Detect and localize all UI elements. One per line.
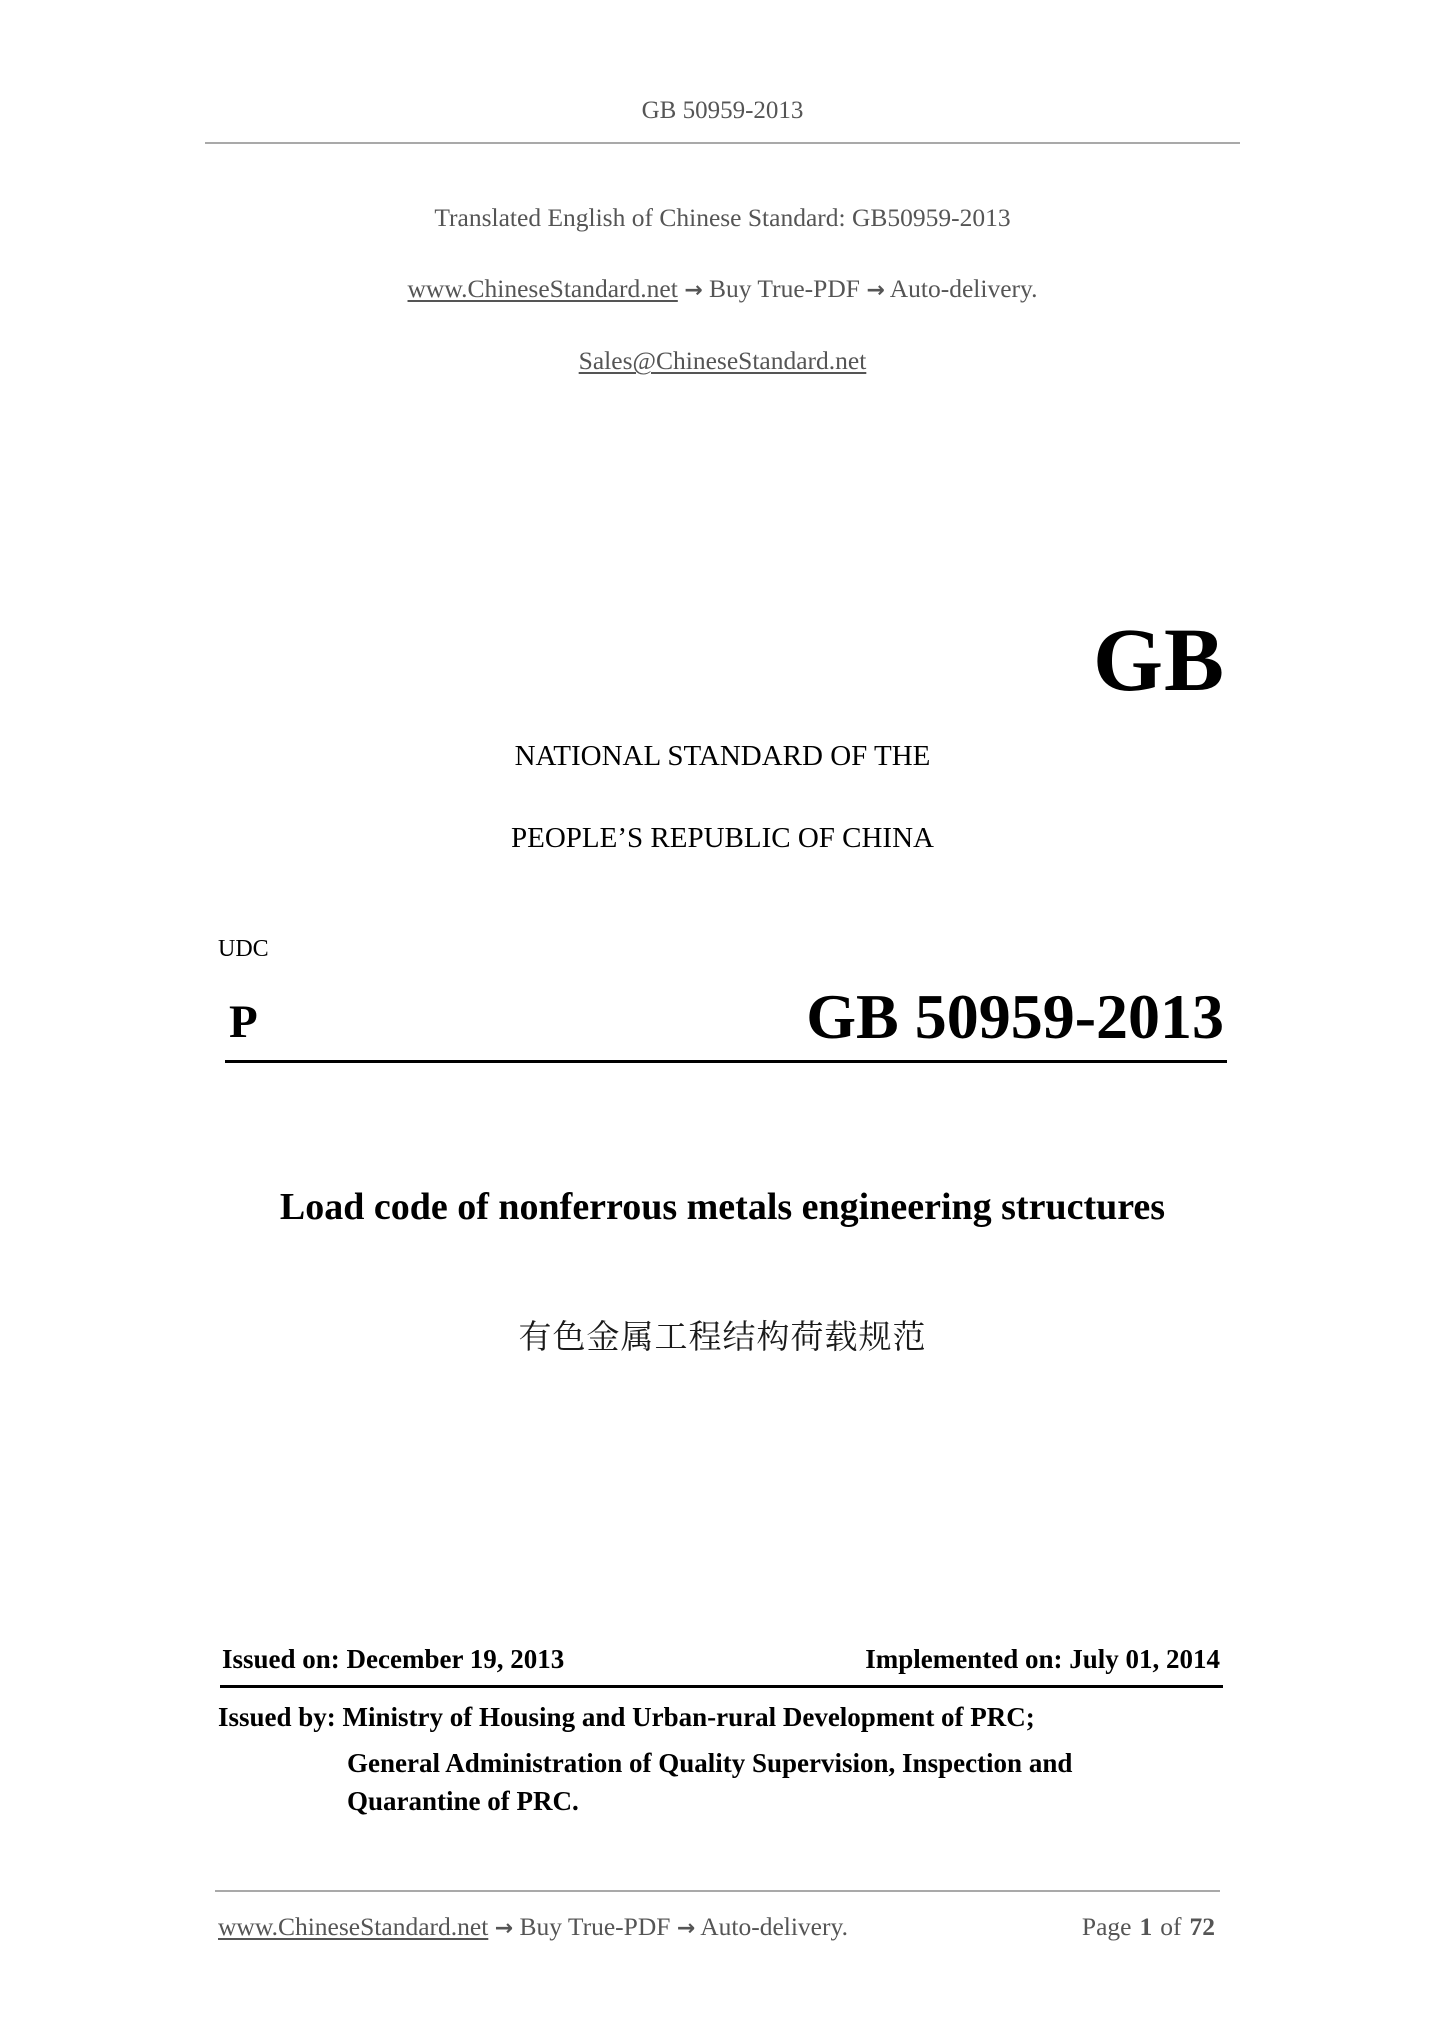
page-of-label: of [1160,1912,1182,1941]
page-indicator [1082,1914,1215,1940]
arrow-right-icon: → [866,278,885,303]
footer-promo [218,1914,848,1940]
issued-by: Issued by: Ministry of Housing and Urban-rural Development of PRC; [218,1702,1035,1732]
arrow-right-icon: → [676,1916,696,1941]
sales-email-link[interactable]: Sales@ChineseStandard.net [578,346,867,375]
classification-code: P [229,996,258,1048]
standard-number: GB 50959-2013 [806,981,1224,1052]
issuer-2-line2: Quarantine of PRC. [347,1786,579,1816]
footer-divider [215,1890,1220,1892]
site-link[interactable]: www.ChineseStandard.net [407,274,678,303]
arrow-right-icon: → [494,1916,514,1941]
udc-label: UDC [218,936,269,962]
page-current: 1 [1139,1912,1153,1941]
implemented-on-date: Implemented on: July 01, 2014 [865,1644,1220,1674]
document-title-zh: 有色金属工程结构荷载规范 [518,1317,927,1356]
header-divider [205,142,1240,144]
national-standard-line2: PEOPLE’S REPUBLIC OF CHINA [511,822,934,854]
promo-email-line [0,348,1445,374]
document-title-en: Load code of nonferrous metals engineering structures [279,1186,1166,1228]
issued-on-date: Issued on: December 19, 2013 [222,1644,565,1674]
footer-site-link[interactable]: www.ChineseStandard.net [218,1912,489,1941]
arrow-right-icon: → [684,278,703,303]
issuer-2-line1: General Administration of Quality Supervision, Inspection and [347,1748,1073,1778]
national-standard-line1: NATIONAL STANDARD OF THE [514,740,931,772]
page-label: Page [1081,1912,1132,1941]
auto-delivery-text: Auto-delivery. [889,274,1038,303]
promo-buy-line [0,276,1445,302]
translation-notice: Translated English of Chinese Standard: GB50959-2013 [434,203,1011,232]
standard-number-divider [225,1060,1227,1063]
issue-divider [220,1685,1223,1688]
footer-buy-text: Buy True-PDF [519,1912,671,1941]
page-total: 72 [1189,1912,1215,1941]
running-header: GB 50959-2013 [641,97,804,124]
gb-logo: GB [1092,611,1225,710]
footer-delivery-text: Auto-delivery. [700,1912,848,1941]
buy-true-pdf-text: Buy True-PDF [709,274,860,303]
